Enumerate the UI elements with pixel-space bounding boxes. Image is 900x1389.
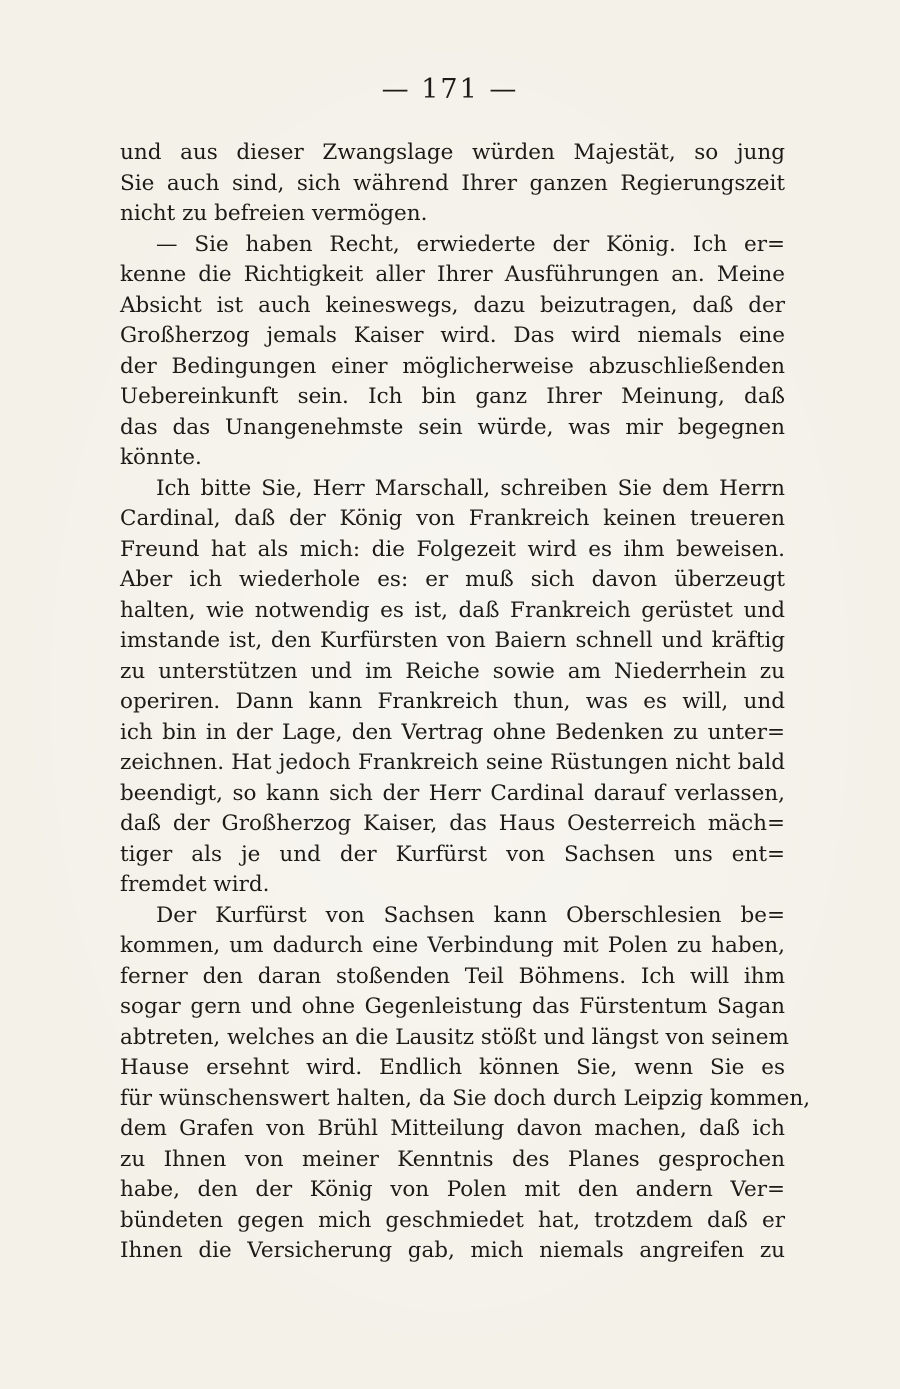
text-line: und aus dieser Zwangslage würden Majestät, so jung [120,140,785,165]
text-line: daß der Großherzog Kaiser, das Haus Oesterreich mäch= [120,811,785,836]
text-line: für wünschenswert halten, da Sie doch durch Leipzig kommen, [120,1085,811,1111]
text-line: Der Kurfürst von Sachsen kann Oberschlesien be= [156,902,785,928]
text-line: bündeten gegen mich geschmiedet hat, trotzdem daß er [120,1207,785,1233]
text-line: Uebereinkunft sein. Ich bin ganz Ihrer Meinung, daß [120,384,785,409]
text-line: kenne die Richtigkeit aller Ihrer Ausführungen an. Meine [120,262,785,287]
page-number: — 171 — [381,74,519,105]
text-line: ich bin in der Lage, den Vertrag ohne Bedenken zu unter= [120,719,785,745]
text-line: Aber ich wiederhole es: er muß sich davon überzeugt [120,567,785,592]
text-line: kommen, um dadurch eine Verbindung mit Polen zu haben, [120,933,785,958]
text-line: Cardinal, daß der König von Frankreich keinen treueren [120,506,785,531]
text-line: nicht zu befreien vermögen. [120,201,428,226]
text-line: Absicht ist auch keineswegs, dazu beizutragen, daß der [120,292,785,318]
text-line: Ich bitte Sie, Herr Marschall, schreiben Sie dem Herrn [156,475,785,501]
text-line: Großherzog jemals Kaiser wird. Das wird niemals eine [120,323,785,348]
text-line: sogar gern und ohne Gegenleistung das Fürstentum Sagan [120,994,785,1019]
text-line: zu unterstützen und im Reiche sowie am Niederrhein zu [120,658,785,684]
text-line: beendigt, so kann sich der Herr Cardinal darauf verlassen, [120,780,785,806]
body-text [120,138,811,1267]
text-line: Freund hat als mich: die Folgezeit wird es ihm beweisen. [120,536,785,562]
text-line: habe, den der König von Polen mit den andern Ver= [120,1177,785,1202]
text-line: Ihnen die Versicherung gab, mich niemals angreifen zu [120,1238,785,1263]
text-line: operiren. Dann kann Frankreich thun, was es will, und [120,689,785,714]
text-line: zeichnen. Hat jedoch Frankreich seine Rüstungen nicht bald [120,750,785,775]
text-line: imstande ist, den Kurfürsten von Baiern schnell und kräftig [120,628,785,653]
text-line: — Sie haben Recht, erwiederte der König. Ich er= [156,231,785,257]
text-line: fremdet wird. [120,872,270,897]
text-line: könnte. [120,445,202,470]
text-line: tiger als je und der Kurfürst von Sachsen uns ent= [120,841,785,867]
text-line: abtreten, welches an die Lausitz stößt und längst von seinem [120,1024,789,1050]
text-line: zu Ihnen von meiner Kenntnis des Planes gesprochen [120,1146,785,1172]
text-line: der Bedingungen einer möglicherweise abzuschließenden [120,353,785,379]
text-line: ferner den daran stoßenden Teil Böhmens. Ich will ihm [120,963,785,989]
text-line: Hause ersehnt wird. Endlich können Sie, wenn Sie es [120,1055,785,1080]
text-line: das das Unangenehmste sein würde, was mir begegnen [120,414,785,440]
text-line: Sie auch sind, sich während Ihrer ganzen Regierungszeit [120,170,785,196]
text-line: halten, wie notwendig es ist, daß Frankreich gerüstet und [120,597,785,623]
text-line: dem Grafen von Brühl Mitteilung davon machen, daß ich [120,1116,785,1141]
